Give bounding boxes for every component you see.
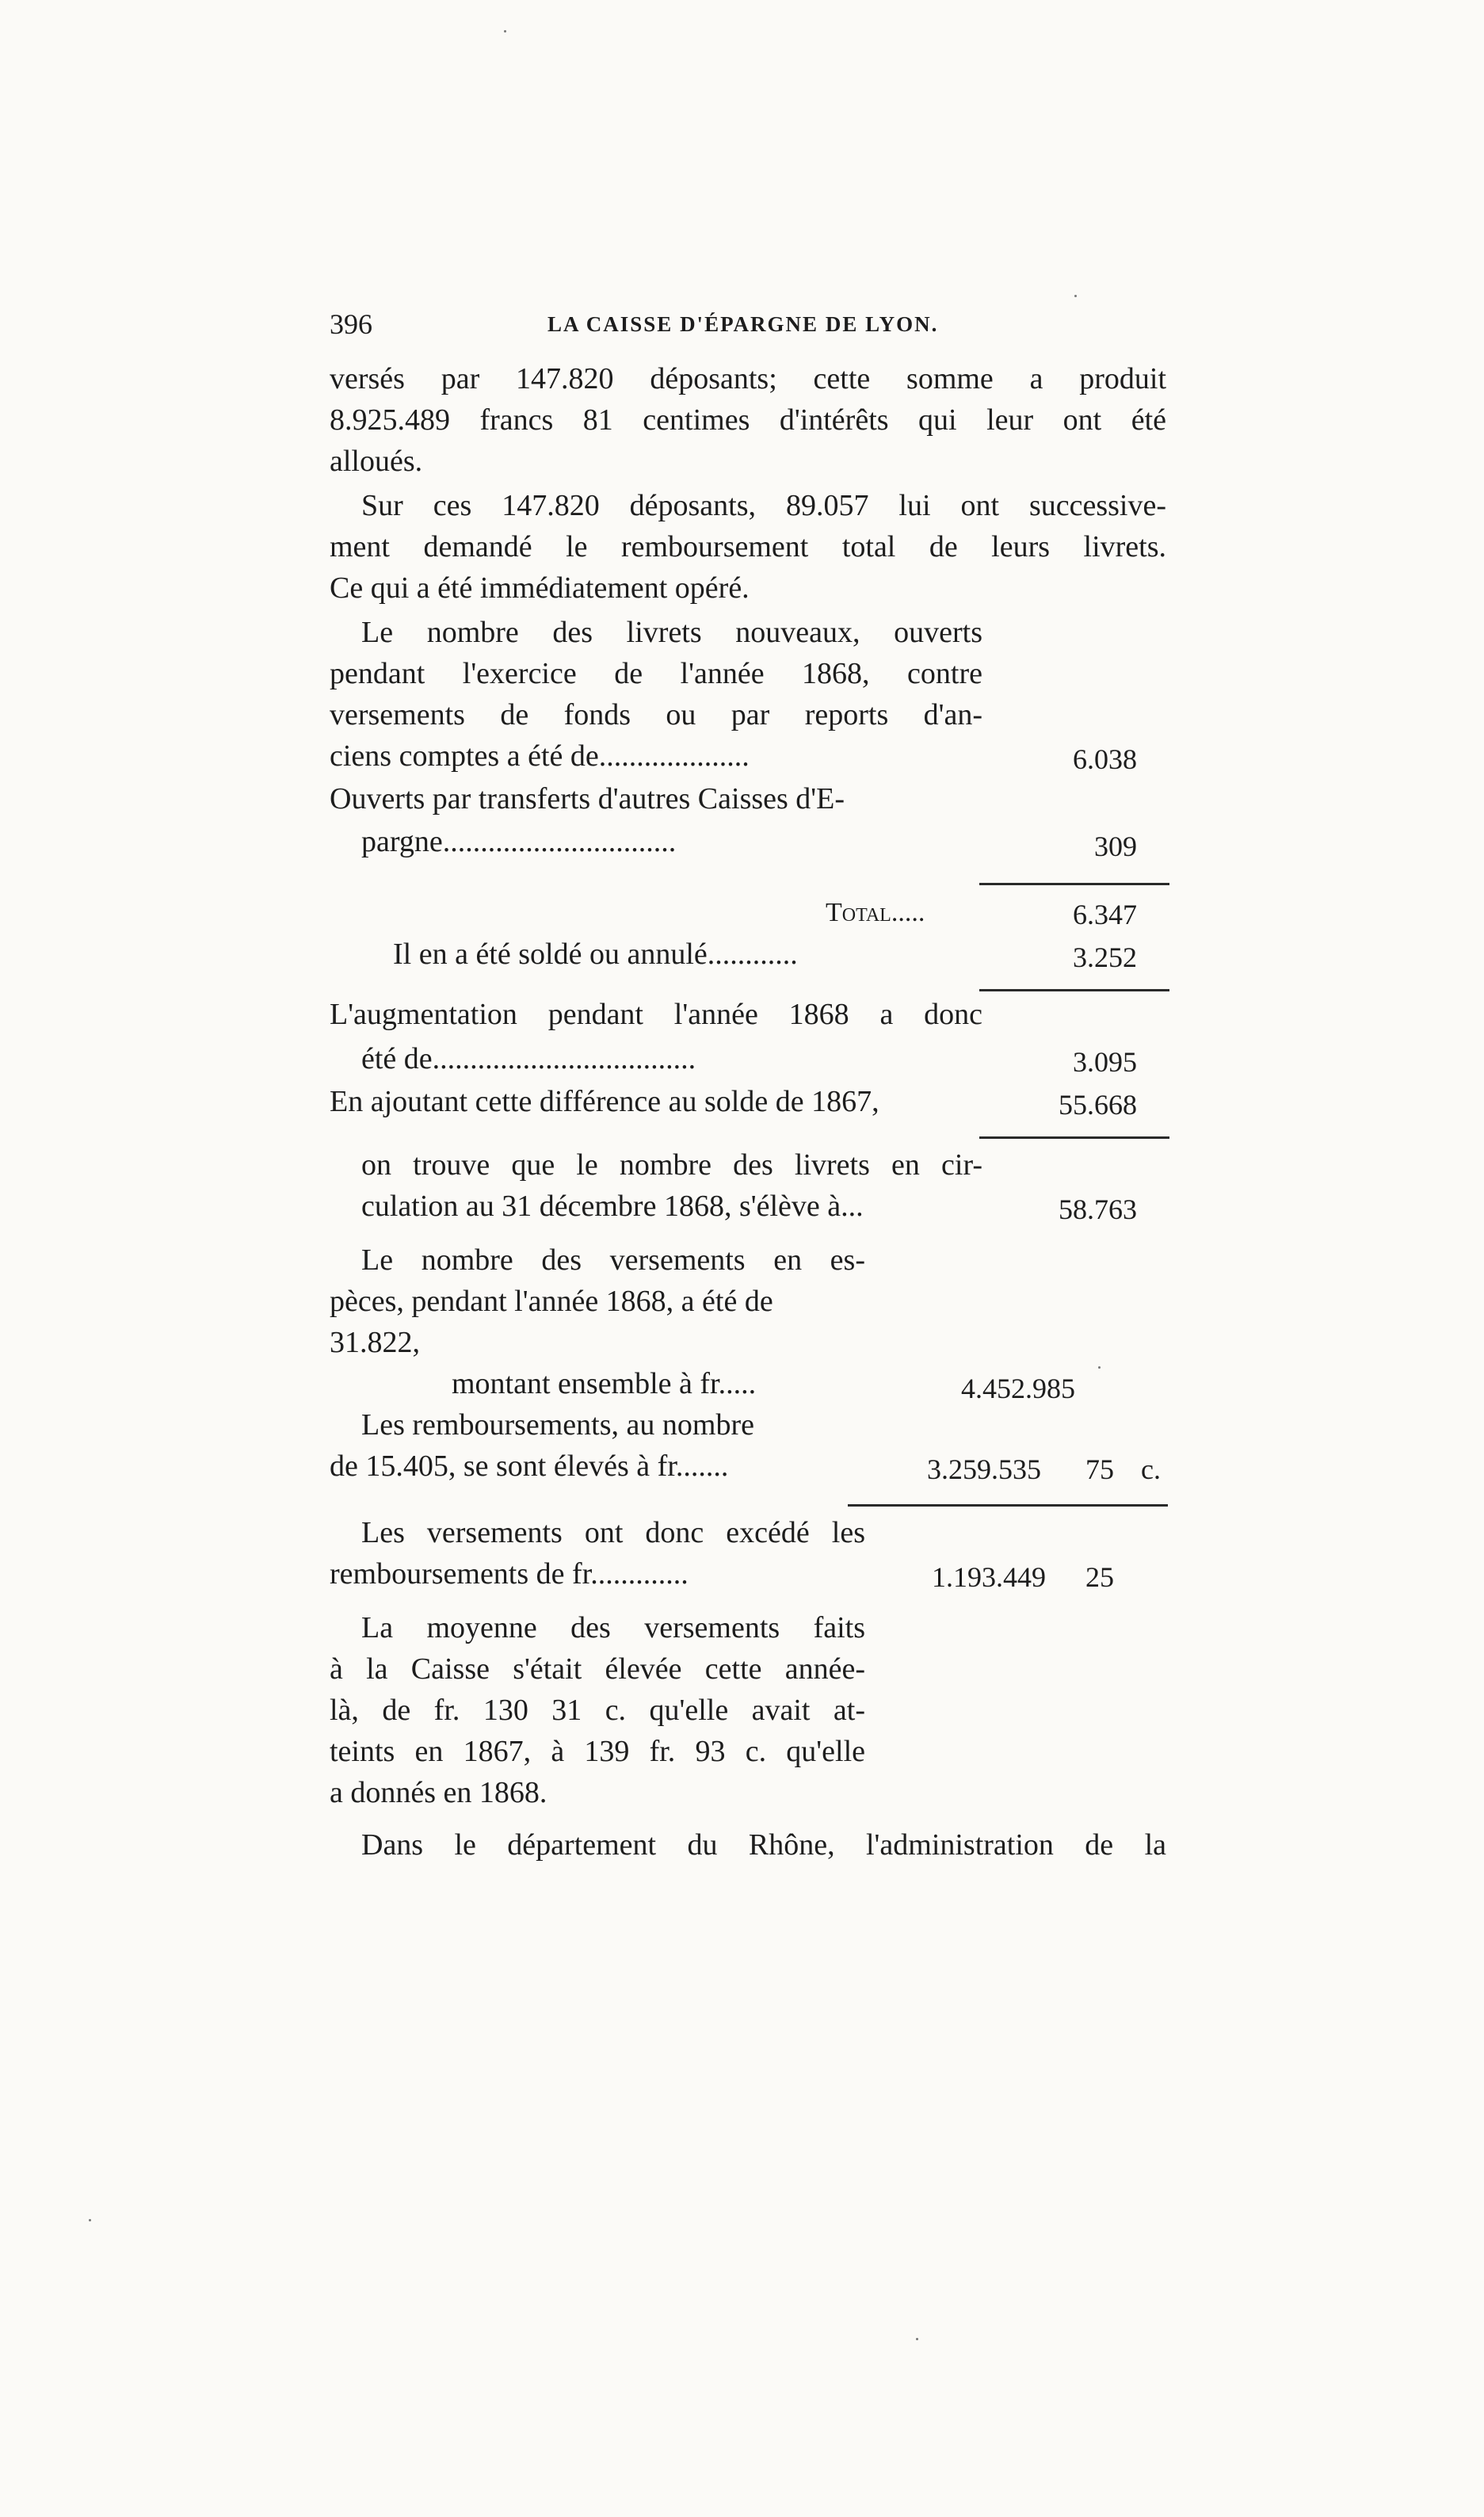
- text-line: Dans le département du Rhône, l'administration de la: [361, 1828, 1166, 1862]
- text-line: Le nombre des versements en es-: [361, 1243, 865, 1277]
- text-line: 8.925.489 francs 81 centimes d'intérêts qui leur ont été: [330, 403, 1166, 437]
- text-line: ment demandé le remboursement total de leurs livrets.: [330, 530, 1166, 563]
- value-total: 6.347: [1073, 899, 1137, 930]
- text-line: montant ensemble à fr.....: [452, 1367, 757, 1400]
- paper-speck: [1074, 295, 1077, 297]
- text-line: Le nombre des livrets nouveaux, ouverts: [361, 616, 982, 649]
- text-line: En ajoutant cette différence au solde de 1867,: [330, 1085, 879, 1118]
- text-line: L'augmentation pendant l'année 1868 a donc: [330, 998, 982, 1031]
- text-line: pargne...............................: [361, 825, 677, 858]
- text-line: versés par 147.820 déposants; cette somme a produit: [330, 362, 1166, 395]
- amount-exces-centimes: 25: [1085, 1561, 1114, 1593]
- text-line: versements de fonds ou par reports d'an-: [330, 698, 982, 731]
- paper-speck: [916, 2338, 918, 2340]
- text-line: de 15.405, se sont élevés à fr.......: [330, 1449, 729, 1483]
- text-line: Il en a été soldé ou annulé............: [393, 938, 798, 971]
- sum-rule: [979, 1136, 1169, 1139]
- value-livrets-nouveaux: 6.038: [1073, 743, 1137, 775]
- sum-rule: [979, 883, 1169, 885]
- text-line: pèces, pendant l'année 1868, a été de: [330, 1285, 773, 1318]
- amount-remboursements-centimes: 75: [1085, 1453, 1114, 1485]
- paper-speck: [504, 30, 506, 32]
- text-line: Ce qui a été immédiatement opéré.: [330, 571, 750, 605]
- paper-speck: [89, 2219, 91, 2221]
- total-label: Total.....: [826, 898, 925, 927]
- value-circulation: 58.763: [1059, 1194, 1137, 1225]
- text-line: on trouve que le nombre des livrets en cir-: [361, 1148, 982, 1182]
- text-line: Les remboursements, au nombre: [361, 1408, 754, 1442]
- text-line: alloués.: [330, 445, 423, 478]
- page-number: 396: [330, 308, 372, 340]
- text-line: 31.822,: [330, 1326, 420, 1359]
- text-line: à la Caisse s'était élevée cette année-: [330, 1652, 865, 1686]
- running-title: LA CAISSE D'ÉPARGNE DE LYON.: [547, 312, 939, 336]
- sum-rule: [848, 1504, 1168, 1507]
- text-line: là, de fr. 130 31 c. qu'elle avait at-: [330, 1694, 865, 1727]
- text-line: été de...................................: [361, 1042, 696, 1075]
- running-header: [330, 307, 1166, 347]
- value-solde-1867: 55.668: [1059, 1089, 1137, 1121]
- centimes-label: c.: [1141, 1453, 1161, 1485]
- value-solde: 3.252: [1073, 941, 1137, 973]
- text-line: Ouverts par transferts d'autres Caisses d'E-: [330, 782, 845, 815]
- text-line: Les versements ont donc excédé les: [361, 1516, 865, 1549]
- text-line: pendant l'exercice de l'année 1868, contre: [330, 657, 982, 690]
- text-line: La moyenne des versements faits: [361, 1611, 865, 1644]
- text-line: remboursements de fr.............: [330, 1557, 689, 1591]
- text-line: ciens comptes a été de....................: [330, 739, 750, 773]
- amount-remboursements: 3.259.535: [927, 1453, 1041, 1485]
- text-line: a donnés en 1868.: [330, 1776, 547, 1809]
- sum-rule: [979, 989, 1169, 991]
- text-line: culation au 31 décembre 1868, s'élève à...: [361, 1190, 864, 1223]
- value-livrets-transferts: 309: [1094, 831, 1137, 862]
- amount-exces: 1.193.449: [932, 1561, 1046, 1593]
- value-augmentation: 3.095: [1073, 1046, 1137, 1078]
- text-line: Sur ces 147.820 déposants, 89.057 lui ont successive-: [361, 489, 1166, 522]
- text-line: teints en 1867, à 139 fr. 93 c. qu'elle: [330, 1735, 865, 1768]
- paper-speck: [1098, 1366, 1101, 1369]
- amount-versements: 4.452.985: [961, 1373, 1075, 1404]
